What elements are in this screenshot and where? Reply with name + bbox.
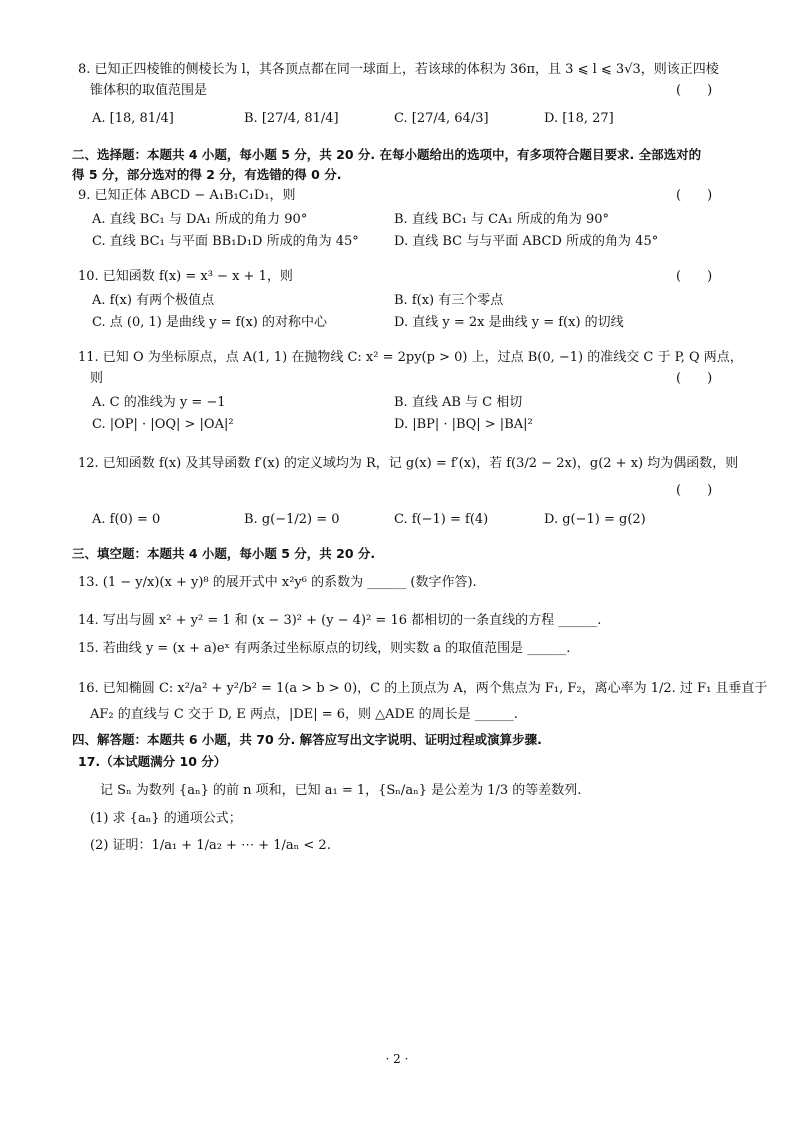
q17-stem: 记 Sₙ 为数列 {aₙ} 的前 n 项和，已知 a₁ = 1，{Sₙ/aₙ} 是公差为 1/3 的等差数列. [100,783,582,798]
q10-option-a: A. f(x) 有两个极值点 [92,293,215,308]
q8-option-b: B. [27/4, 81/4] [244,111,339,126]
q8-stem-line1: 8. 已知正四棱锥的侧棱长为 l，其各顶点都在同一球面上，若该球的体积为 36π，且 3 ⩽ l ⩽ 3√3，则该正四棱 [78,62,719,77]
q10-stem: 10. 已知函数 f(x) = x³ − x + 1，则 [78,269,293,284]
q10-option-c: C. 点 (0, 1) 是曲线 y = f(x) 的对称中心 [92,315,328,330]
q12-option-a: A. f(0) = 0 [92,512,161,527]
q11-stem-line2: 则 [90,371,104,386]
q9-stem: 9. 已知正体 ABCD − A₁B₁C₁D₁，则 [78,188,296,203]
q9-answer-paren: ( ) [676,188,713,203]
q12-option-c: C. f(−1) = f(4) [394,512,489,527]
q17-header: 17.（本试题满分 10 分） [78,754,227,769]
q17-part-1: (1) 求 {aₙ} 的通项公式； [90,811,242,826]
section-2-heading-line2: 得 5 分，部分选对的得 2 分，有选错的得 0 分. [72,167,342,182]
q14-text: 14. 写出与圆 x² + y² = 1 和 (x − 3)² + (y − 4)² = 16 都相切的一条直线的方程 ______. [78,613,602,628]
q9-option-d: D. 直线 BC 与与平面 ABCD 所成的角为 45° [394,234,659,249]
q11-option-c: C. |OP| · |OQ| > |OA|² [92,417,234,432]
q12-stem: 12. 已知函数 f(x) 及其导函数 f′(x) 的定义域均为 R，记 g(x) = f′(x)，若 f(3/2 − 2x)，g(2 + x) 均为偶函数，则 [78,456,739,471]
q8-option-c: C. [27/4, 64/3] [394,111,489,126]
q16-line2: AF₂ 的直线与 C 交于 D, E 两点，|DE| = 6，则 △ADE 的周长是 ______. [90,707,518,722]
page-number: · 2 · [385,1052,409,1066]
q10-option-d: D. 直线 y = 2x 是曲线 y = f(x) 的切线 [394,315,624,330]
q10-answer-paren: ( ) [676,269,713,284]
q9-option-a: A. 直线 BC₁ 与 DA₁ 所成的角力 90° [92,212,308,227]
section-2-heading-line1: 二、选择题：本题共 4 小题，每小题 5 分，共 20 分. 在每小题给出的选项中，有多项符合题目要求. 全部选对的 [72,147,702,162]
q12-option-d: D. g(−1) = g(2) [544,512,646,527]
q9-option-c: C. 直线 BC₁ 与平面 BB₁D₁D 所成的角为 45° [92,234,359,249]
q13-text: 13. (1 − y/x)(x + y)⁸ 的展开式中 x²y⁶ 的系数为 ______ (数字作答). [78,575,477,590]
q12-answer-paren: ( ) [676,483,713,498]
q11-stem-line1: 11. 已知 O 为坐标原点，点 A(1, 1) 在抛物线 C: x² = 2py(p > 0) 上，过点 B(0, −1) 的准线交 C 于 P, Q 两点， [78,350,743,365]
q16-line1: 16. 已知椭圆 C: x²/a² + y²/b² = 1(a > b > 0)，C 的上顶点为 A，两个焦点为 F₁, F₂，离心率为 1/2. 过 F₁ 且垂直于 [78,681,768,696]
q11-answer-paren: ( ) [676,371,713,386]
q9-option-b: B. 直线 BC₁ 与 CA₁ 所成的角为 90° [394,212,610,227]
q11-option-b: B. 直线 AB 与 C 相切 [394,395,523,410]
q17-part-2: (2) 证明：1/a₁ + 1/a₂ + ⋯ + 1/aₙ < 2. [90,838,331,853]
q11-option-a: A. C 的准线为 y = −1 [92,395,226,410]
q10-option-b: B. f(x) 有三个零点 [394,293,504,308]
q11-option-d: D. |BP| · |BQ| > |BA|² [394,417,533,432]
q8-stem-line2: 锥体积的取值范围是 [90,83,208,98]
section-4-heading: 四、解答题：本题共 6 小题，共 70 分. 解答应写出文字说明、证明过程或演算步骤. [72,732,542,747]
q8-answer-paren: ( ) [676,83,713,98]
q15-text: 15. 若曲线 y = (x + a)eˣ 有两条过坐标原点的切线，则实数 a 的取值范围是 ______. [78,641,571,656]
q12-option-b: B. g(−1/2) = 0 [244,512,340,527]
section-3-heading: 三、填空题：本题共 4 小题，每小题 5 分，共 20 分. [72,546,376,561]
q8-option-d: D. [18, 27] [544,111,614,126]
q8-option-a: A. [18, 81/4] [92,111,174,126]
